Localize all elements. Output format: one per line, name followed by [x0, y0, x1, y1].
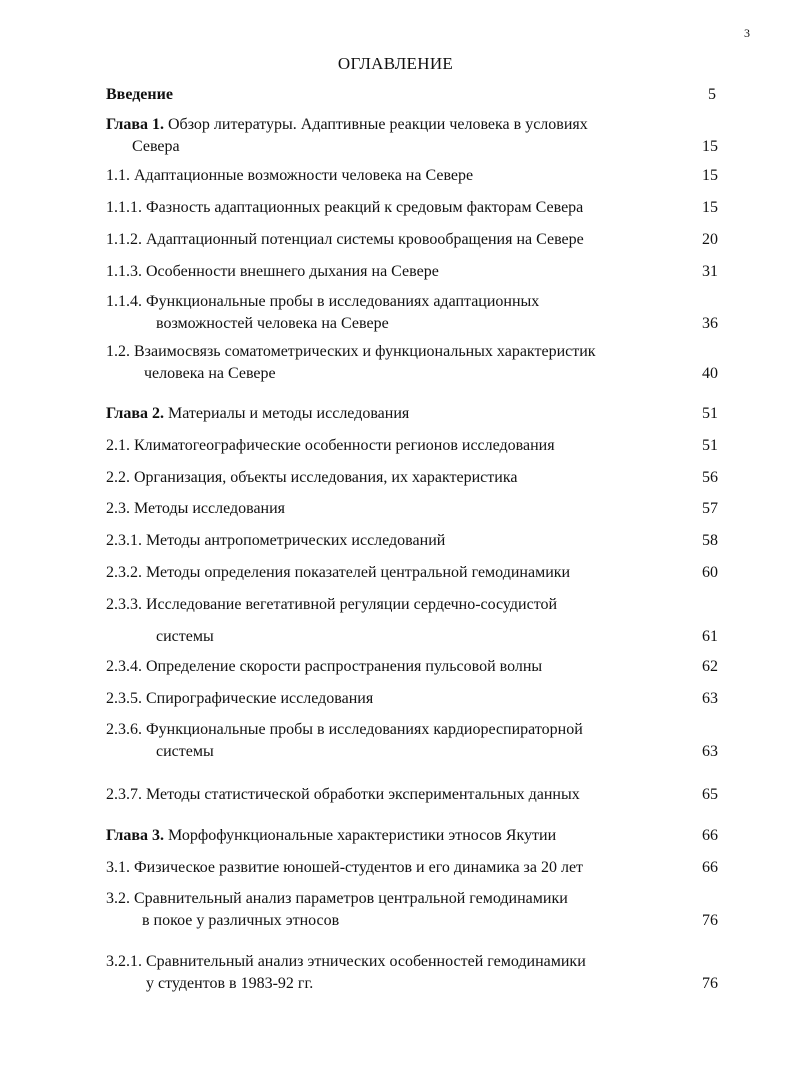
entry-text: 2.3. Методы исследования [106, 500, 286, 517]
entry-text-continued: системы [156, 743, 214, 760]
entry-label: Глава 3. [106, 827, 164, 844]
entry-page: 58 [702, 532, 718, 549]
entry-text: 1.1. Адаптационные возможности человека на Севере [106, 167, 474, 184]
toc-entry-1-1 [106, 165, 718, 187]
toc-entry-2-3-5 [106, 688, 718, 710]
toc-entry-1-1-1 [106, 197, 718, 219]
toc-entry-2-3-2 [106, 562, 718, 584]
entry-text: 1.2. Взаимосвязь соматометрических и функциональных характеристик [106, 343, 596, 360]
entry-page: 66 [702, 827, 718, 844]
entry-text-continued: Севера [132, 138, 180, 155]
entry-page: 5 [708, 86, 716, 103]
toc-entry-2-3-4 [106, 656, 718, 678]
entry-page: 62 [702, 658, 718, 675]
toc-entry-1-2 [106, 341, 718, 385]
entry-label: Глава 1. [106, 116, 164, 133]
entry-page: 36 [702, 315, 718, 332]
toc-entry-2-3-1 [106, 530, 718, 552]
entry-page: 76 [702, 912, 718, 929]
entry-page: 66 [702, 859, 718, 876]
entry-page: 57 [702, 500, 718, 517]
toc-entry-3-2 [106, 888, 718, 932]
entry-text: 1.1.1. Фазность адаптационных реакций к средовым факторам Севера [106, 199, 584, 216]
entry-page: 63 [702, 690, 718, 707]
entry-page: 40 [702, 365, 718, 382]
entry-page: 51 [702, 405, 718, 422]
entry-text: 1.1.4. Функциональные пробы в исследованиях адаптационных [106, 293, 540, 310]
entry-text: 2.2. Организация, объекты исследования, их характеристика [106, 469, 518, 486]
toc-entry-2-3-6 [106, 719, 718, 763]
toc-entry-2-1 [106, 435, 718, 457]
entry-text: 2.1. Климатогеографические особенности регионов исследования [106, 437, 555, 454]
entry-page: 56 [702, 469, 718, 486]
entry-text: Обзор литературы. Адаптивные реакции человека в условиях [164, 116, 588, 133]
entry-page: 31 [702, 263, 718, 280]
toc-entry-2-3 [106, 498, 718, 520]
entry-text: 2.3.3. Исследование вегетативной регуляции сердечно-сосудистой [106, 596, 558, 613]
entry-label: Глава 2. [106, 405, 164, 422]
entry-label: Введение [106, 86, 173, 103]
entry-page: 51 [702, 437, 718, 454]
entry-text: 2.3.2. Методы определения показателей центральной гемодинамики [106, 564, 571, 581]
entry-text-continued: в покое у различных этносов [142, 912, 340, 929]
entry-text-continued: человека на Севере [144, 365, 276, 382]
entry-text: 1.1.3. Особенности внешнего дыхания на Севере [106, 263, 439, 280]
entry-text: 1.1.2. Адаптационный потенциал системы кровообращения на Севере [106, 231, 584, 248]
entry-text: 2.3.7. Методы статистической обработки экспериментальных данных [106, 786, 580, 803]
toc-entry-2-3-7 [106, 784, 718, 806]
toc-entry-1-1-3 [106, 261, 718, 283]
toc-entry-3-1 [106, 857, 718, 879]
toc-entry-chapter-1 [106, 114, 718, 158]
entry-page: 20 [702, 231, 718, 248]
entry-text: 3.2.1. Сравнительный анализ этнических особенностей гемодинамики [106, 953, 586, 970]
entry-text: Материалы и методы исследования [164, 405, 410, 422]
entry-text: 2.3.5. Спирографические исследования [106, 690, 374, 707]
toc-entry-2-2 [106, 467, 718, 489]
entry-page: 15 [702, 199, 718, 216]
entry-text: 2.3.4. Определение скорости распространения пульсовой волны [106, 658, 543, 675]
toc-entry-1-1-4 [106, 291, 718, 335]
entry-page: 15 [702, 138, 718, 155]
toc-entry-2-3-3 [106, 594, 718, 648]
toc-entry-chapter-2 [106, 403, 718, 425]
entry-page: 76 [702, 975, 718, 992]
entry-page: 61 [702, 628, 718, 645]
entry-page: 15 [702, 167, 718, 184]
entry-text: 3.1. Физическое развитие юношей-студентов и его динамика за 20 лет [106, 859, 584, 876]
toc-entry-3-2-1 [106, 951, 718, 995]
entry-text: 2.3.1. Методы антропометрических исследований [106, 532, 446, 549]
toc-entry-chapter-3 [106, 825, 718, 847]
entry-text: 3.2. Сравнительный анализ параметров центральной гемодинамики [106, 890, 568, 907]
entry-text-continued: системы [156, 628, 214, 645]
entry-text-continued: возможностей человека на Севере [156, 315, 389, 332]
toc-entry-introduction [106, 84, 718, 106]
page-number: 3 [744, 26, 750, 40]
toc-entry-1-1-2 [106, 229, 718, 251]
entry-page: 63 [702, 743, 718, 760]
entry-text-continued: у студентов в 1983-92 гг. [146, 975, 314, 992]
entry-page: 60 [702, 564, 718, 581]
entry-text: Морфофункциональные характеристики этносов Якутии [164, 827, 557, 844]
entry-page: 65 [702, 786, 718, 803]
entry-text: 2.3.6. Функциональные пробы в исследованиях кардиореспираторной [106, 721, 583, 738]
page-title: ОГЛАВЛЕНИЕ [337, 54, 454, 73]
